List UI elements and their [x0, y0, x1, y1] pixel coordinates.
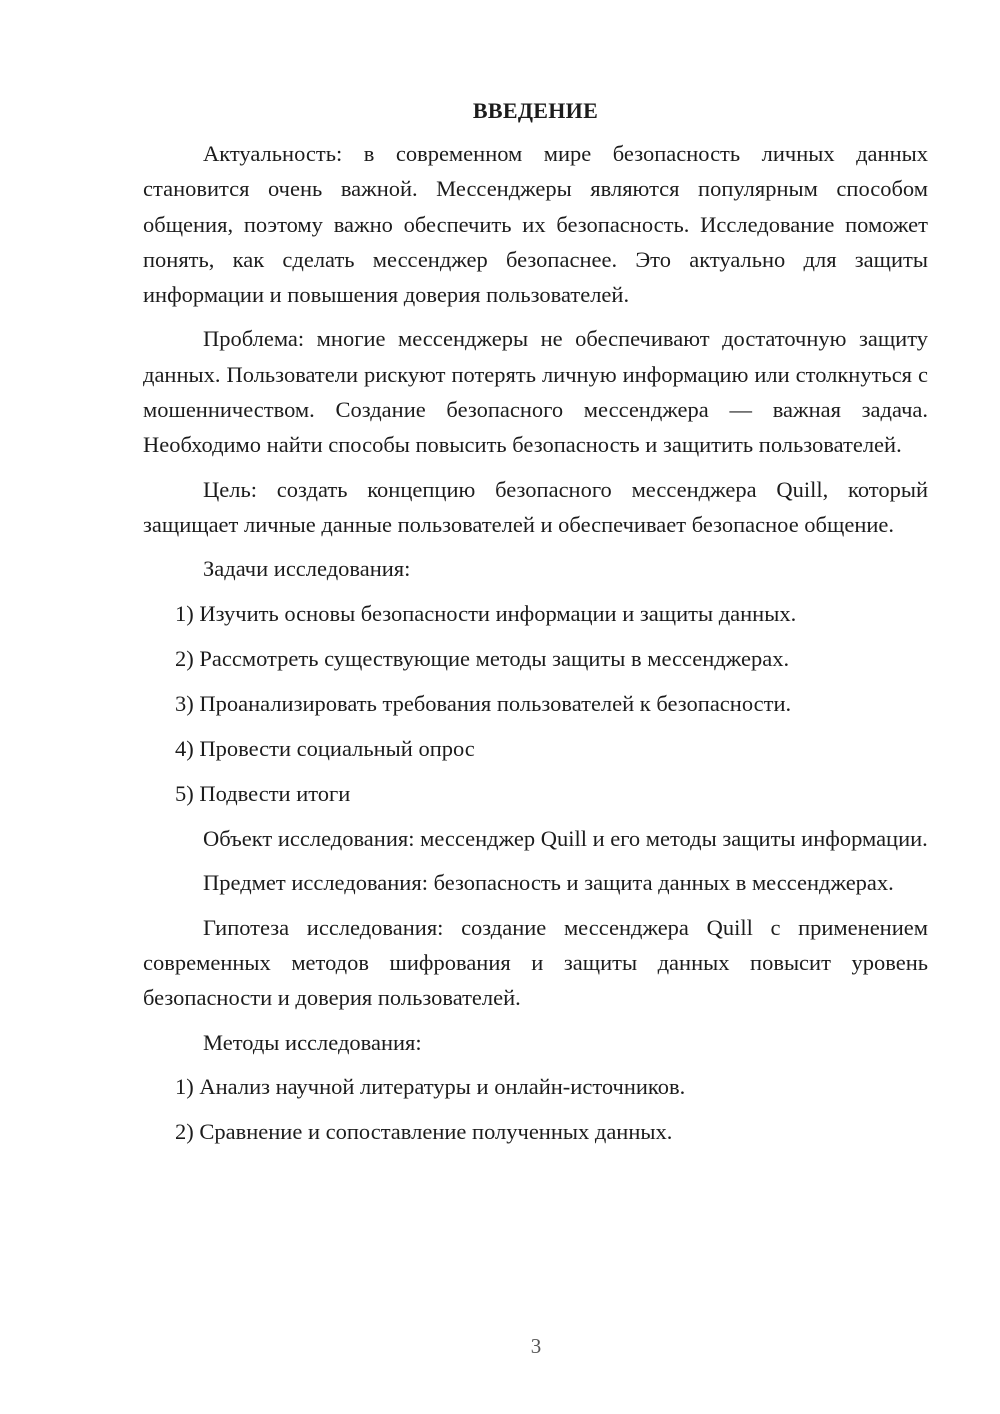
list-item: 3) Проанализировать требования пользователей к безопасности. — [175, 690, 792, 716]
paragraph-object: Объект исследования: мессенджер Quill и его методы защиты информации. — [203, 826, 928, 852]
list-item: 2) Сравнение и сопоставление полученных данных. — [175, 1118, 673, 1144]
list-item: 5) Подвести итоги — [175, 780, 351, 806]
document-page — [143, 96, 928, 1159]
list-item: 1) Анализ научной литературы и онлайн-источников. — [175, 1073, 686, 1099]
section-heading: ВВЕДЕНИЕ — [472, 98, 599, 123]
tasks-label: Задачи исследования: — [203, 556, 411, 582]
list-item: 1) Изучить основы безопасности информации и защиты данных. — [175, 600, 797, 626]
tasks-list — [143, 596, 928, 812]
paragraph-goal: Цель: создать концепцию безопасного мессенджера Quill, который защищает личные данные пользователей и обеспечивает безопасное общение. — [143, 476, 928, 537]
page-number: 3 — [530, 1334, 542, 1358]
methods-label: Методы исследования: — [203, 1029, 422, 1055]
paragraph-hypothesis: Гипотеза исследования: создание мессенджера Quill с применением современных методов шифрования и защиты данных повысит уровень безопасности и доверия пользователей. — [143, 914, 928, 1011]
paragraph-relevance: Актуальность: в современном мире безопасность личных данных становится очень важной. Мессенджеры являются популярным способом общения, поэтому важно обеспечить их безопасность. Исследование поможет понять, как сделать мессенджер безопаснее. Это актуально для защиты информации и повышения доверия пользователей. — [143, 141, 928, 308]
methods-list — [143, 1069, 928, 1149]
list-item: 4) Провести социальный опрос — [175, 735, 475, 761]
paragraph-subject: Предмет исследования: безопасность и защита данных в мессенджерах. — [203, 870, 894, 896]
paragraph-problem: Проблема: многие мессенджеры не обеспечивают достаточную защиту данных. Пользователи рискуют потерять личную информацию или столкнуться с мошенничеством. Создание безопасного мессенджера — важная задача. Необходимо найти способы повысить безопасность и защитить пользователей. — [143, 326, 928, 458]
list-item: 2) Рассмотреть существующие методы защиты в мессенджерах. — [175, 645, 790, 671]
